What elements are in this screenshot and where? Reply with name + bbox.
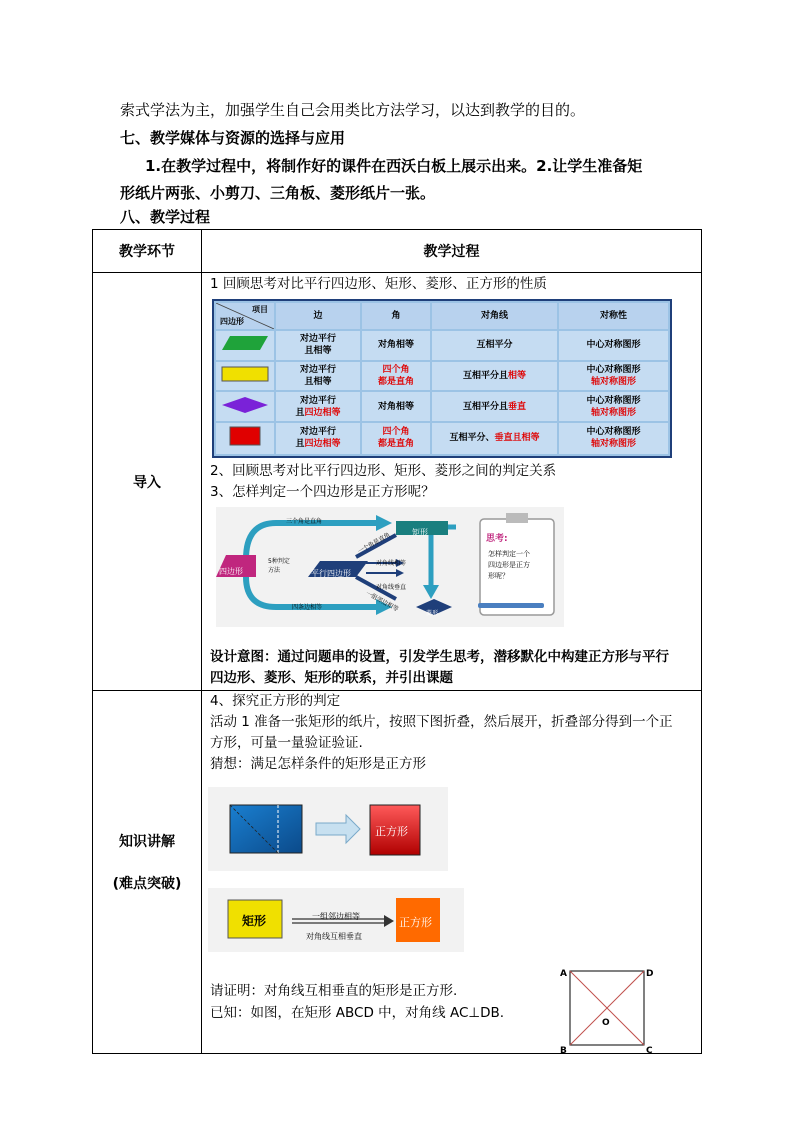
row1-angle: 对角相等	[362, 331, 430, 360]
intro-item-2: 2、回顾思考对比平行四边形、矩形、菱形之间的判定关系	[210, 463, 557, 479]
center-o: O	[602, 1018, 610, 1028]
label-rect: 矩形	[412, 528, 428, 537]
label-parallelogram: 平行四边形	[311, 569, 351, 578]
intro-process-cell	[202, 273, 701, 690]
shape-parallelogram	[216, 331, 274, 360]
rect-to-square-figure	[208, 888, 464, 952]
label-one-right: 一个角是直角	[356, 531, 392, 556]
header-process: 教学过程	[202, 230, 702, 273]
row2-diag: 互相平分且相等	[432, 362, 557, 391]
cond-diag-perp: 对角线互相垂直	[306, 932, 362, 941]
corner-cell	[216, 303, 274, 329]
row3-angle: 对角相等	[362, 392, 430, 421]
row4-angle: 四个角 都是直角	[362, 423, 430, 454]
row3-diag: 互相平分且垂直	[432, 392, 557, 421]
corner-top-label: 项目	[252, 305, 268, 314]
row4-diag: 互相平分、垂直且相等	[432, 423, 557, 454]
design-intent-2: 四边形、菱形、矩形的联系，并引出课题	[210, 670, 453, 686]
section-7-line-2: 形纸片两张、小剪刀、三角板、菱形纸片一张。	[120, 184, 436, 202]
proof-given: 已知：如图，在矩形 ABCD 中，对角线 AC⊥DB.	[210, 1005, 505, 1021]
stage-knowledge	[93, 691, 202, 1054]
section-7-line-1: 1.在教学过程中，将制作好的课件在西沃白板上展示出来。2.让学生准备矩	[145, 157, 643, 175]
header-stage: 教学环节	[93, 230, 202, 273]
vertex-b: B	[560, 1046, 567, 1056]
square-abcd-figure	[560, 961, 660, 1056]
shape-square	[216, 423, 274, 454]
fold-figure	[208, 787, 448, 871]
folded-rectangle	[230, 805, 302, 853]
activity-1-line-1: 活动 1 准备一张矩形的纸片，按照下图折叠，然后展开，折叠部分得到一个正	[210, 714, 673, 730]
stage-knowledge-sub: (难点突破)	[112, 876, 182, 892]
row1-edge: 对边平行 且相等	[276, 331, 360, 360]
vertex-c: C	[646, 1046, 653, 1056]
label-quad: 四边形	[219, 567, 243, 576]
think-title: 思考:	[486, 534, 508, 544]
intro-line-1: 索式学法为主，加强学生自己会用类比方法学习，以达到教学的目的。	[120, 101, 586, 119]
vertex-d: D	[646, 969, 654, 979]
rect-label: 矩形	[242, 914, 267, 928]
stage-knowledge-title: 知识讲解	[119, 834, 175, 850]
judgment-flow-diagram	[216, 507, 564, 627]
design-intent-1: 设计意图：通过问题串的设置，引发学生思考，潜移默化中构建正方形与平行	[210, 649, 669, 665]
knowledge-process-cell	[202, 691, 701, 1056]
row2-sym: 中心对称图形 轴对称图形	[559, 362, 668, 391]
row4-edge: 对边平行 且四边相等	[276, 423, 360, 454]
property-table	[212, 299, 672, 458]
label-three-right: 三个角是直角	[286, 518, 323, 525]
row2-angle: 四个角 都是直角	[362, 362, 430, 391]
col-symmetry: 对称性	[559, 303, 668, 329]
cond-adjacent-equal: 一组邻边相等	[312, 912, 360, 921]
fold-result-label: 正方形	[375, 825, 408, 838]
row2-edge: 对边平行 且相等	[276, 362, 360, 391]
label-diag-equal: 对角线相等	[376, 560, 407, 567]
intro-item-3: 3、怎样判定一个四边形是正方形呢？	[210, 484, 435, 500]
row3-edge: 对边平行 且四边相等	[276, 392, 360, 421]
col-edge: 边	[276, 303, 360, 329]
label-four-sides: 四条边相等	[292, 604, 323, 611]
vertex-a: A	[560, 969, 567, 979]
activity-1-line-2: 方形，可量一量验证验证.	[210, 735, 363, 751]
col-diagonal: 对角线	[432, 303, 557, 329]
shape-rhombus	[216, 392, 274, 421]
col-angle: 角	[362, 303, 430, 329]
row4-sym: 中心对称图形 轴对称图形	[559, 423, 668, 454]
proof-prompt: 请证明：对角线互相垂直的矩形是正方形.	[210, 983, 458, 999]
row1-diag: 互相平分	[432, 331, 557, 360]
square-label: 正方形	[399, 916, 432, 929]
stage-intro: 导入	[93, 273, 202, 691]
section-8-heading: 八、教学过程	[120, 208, 211, 226]
teaching-process-table	[92, 229, 702, 1054]
row3-sym: 中心对称图形 轴对称图形	[559, 392, 668, 421]
fold-arrow	[316, 815, 360, 843]
label-adjacent-equal: 一组邻边相等	[364, 589, 400, 614]
label-rhombus: 菱形	[426, 610, 439, 617]
intro-item-1: 1 回顾思考对比平行四边形、矩形、菱形、正方形的性质	[210, 276, 547, 292]
section-7-heading: 七、教学媒体与资源的选择与应用	[120, 129, 346, 147]
row1-sym: 中心对称图形	[559, 331, 668, 360]
conjecture: 猜想：满足怎样条件的矩形是正方形	[210, 756, 426, 772]
think-text: 怎样判定一个 四边形是正方 形呢？	[488, 550, 530, 580]
label-five-methods: 5种判定方法	[268, 558, 290, 574]
explore-item-4: 4、探究正方形的判定	[210, 693, 341, 709]
corner-bottom-label: 四边形	[220, 317, 244, 326]
shape-rectangle	[216, 362, 274, 391]
label-diag-perp: 对角线垂直	[376, 584, 407, 591]
